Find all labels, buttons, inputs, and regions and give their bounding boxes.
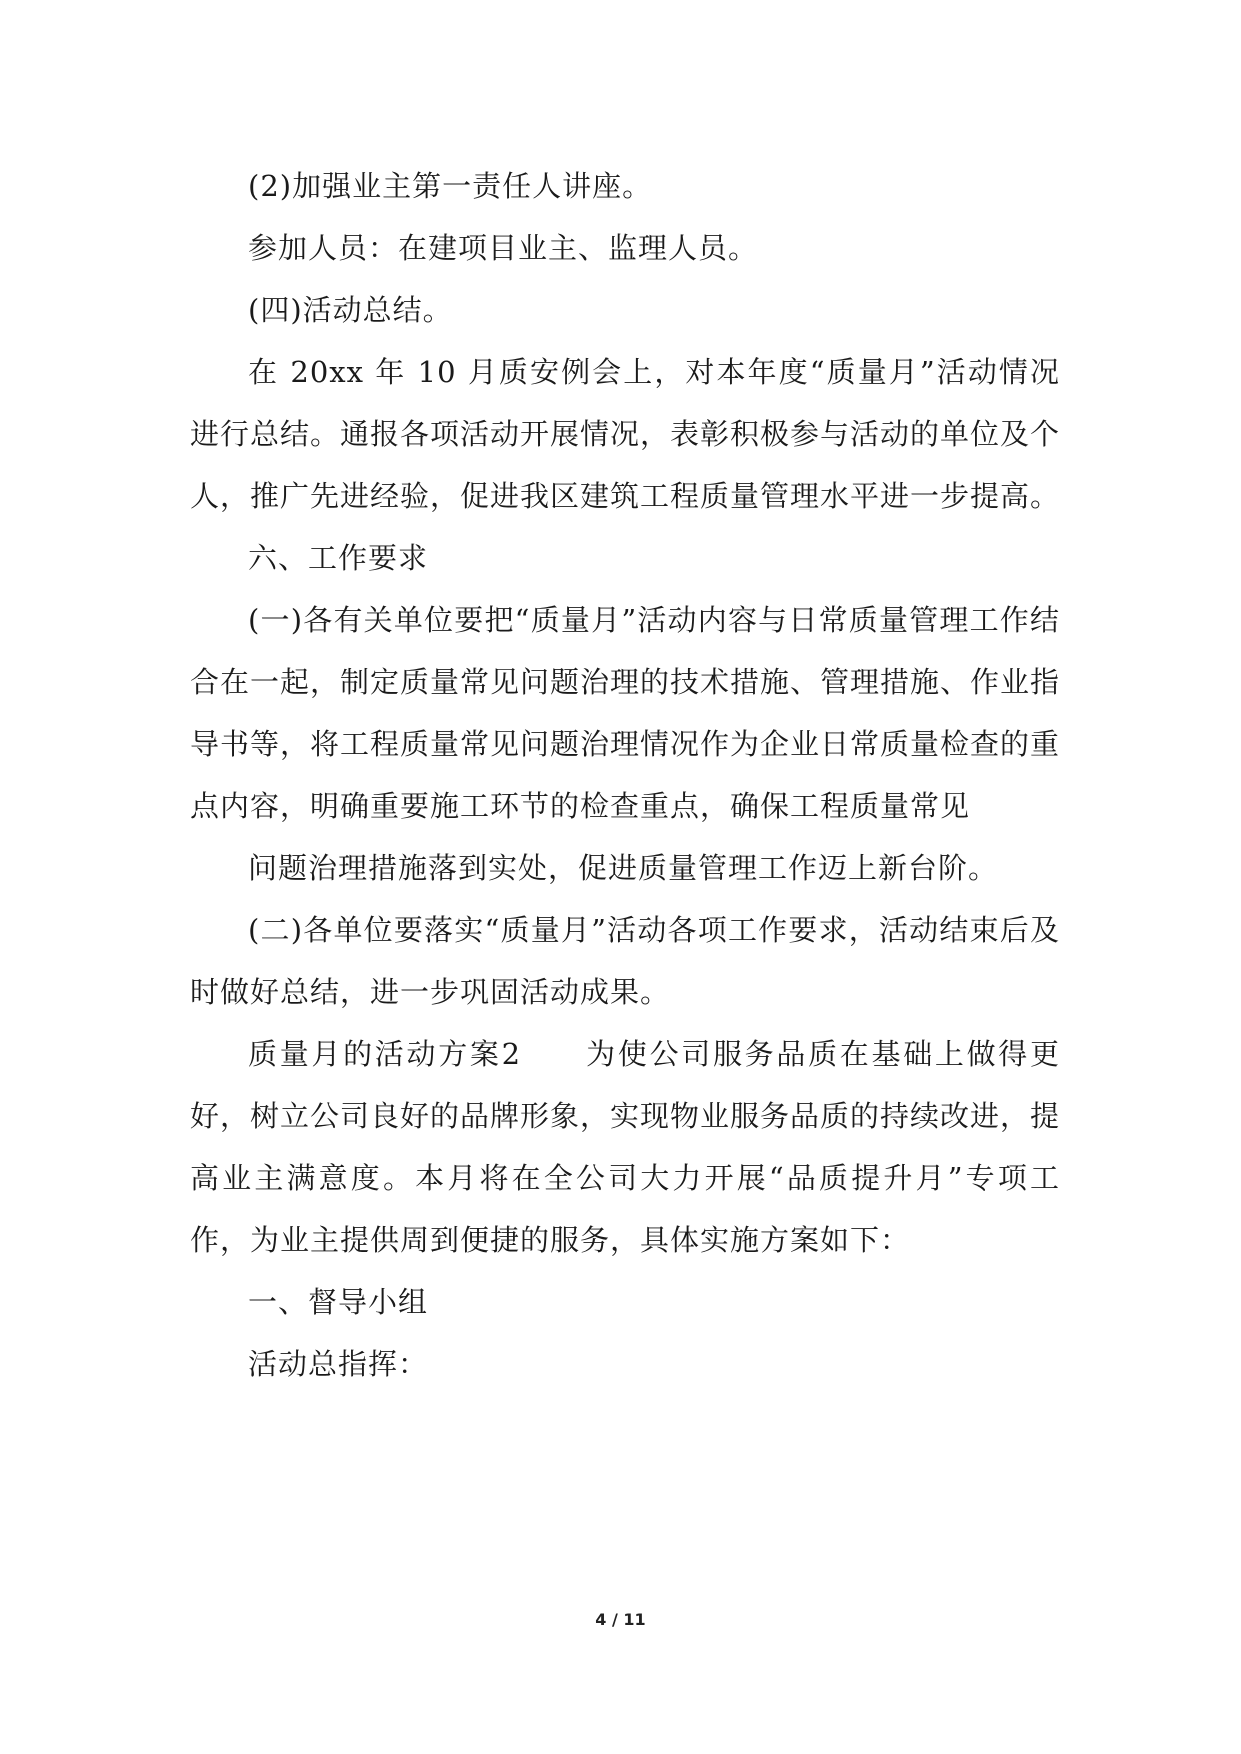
paragraph-chief-commander: 活动总指挥： — [248, 1347, 429, 1381]
paragraph-summary-body: 在 20xx 年 10 月质安例会上，对本年度“质量月”活动情况进行总结。通报各项活动开展情况，表彰积极参与活动的单位及个人，推广先进经验，促进我区建筑工程质量管理水平进一步提高。 — [190, 355, 1061, 513]
paragraph-requirement-one-continued: 问题治理措施落到实处，促进质量管理工作迈上新台阶。 — [248, 851, 999, 885]
paragraph-participants: 参加人员：在建项目业主、监理人员。 — [248, 231, 759, 265]
section-heading-work-requirements: 六、工作要求 — [248, 541, 429, 575]
paragraph-requirement-two: (二)各单位要落实“质量月”活动各项工作要求，活动结束后及时做好总结，进一步巩固活动成果。 — [190, 913, 1060, 1009]
paragraph-heading-summary: (四)活动总结。 — [248, 293, 453, 327]
section-heading-supervision-group: 一、督导小组 — [248, 1285, 429, 1319]
document-body — [190, 155, 1060, 1395]
paragraph-speaker-lecture: (2)加强业主第一责任人讲座。 — [248, 169, 653, 203]
page-number: 4 / 11 — [595, 1610, 646, 1629]
paragraph-plan-two-intro: 质量月的活动方案2 为使公司服务品质在基础上做得更好，树立公司良好的品牌形象，实现物业服务品质的持续改进，提高业主满意度。本月将在全公司大力开展“品质提升月”专项工作，为业主提供周到便捷的服务，具体实施方案如下： — [190, 1037, 1061, 1257]
paragraph-requirement-one: (一)各有关单位要把“质量月”活动内容与日常质量管理工作结合在一起，制定质量常见问题治理的技术措施、管理措施、作业指导书等，将工程质量常见问题治理情况作为企业日常质量检查的重点内容，明确重要施工环节的检查重点，确保工程质量常见 — [190, 603, 1061, 823]
